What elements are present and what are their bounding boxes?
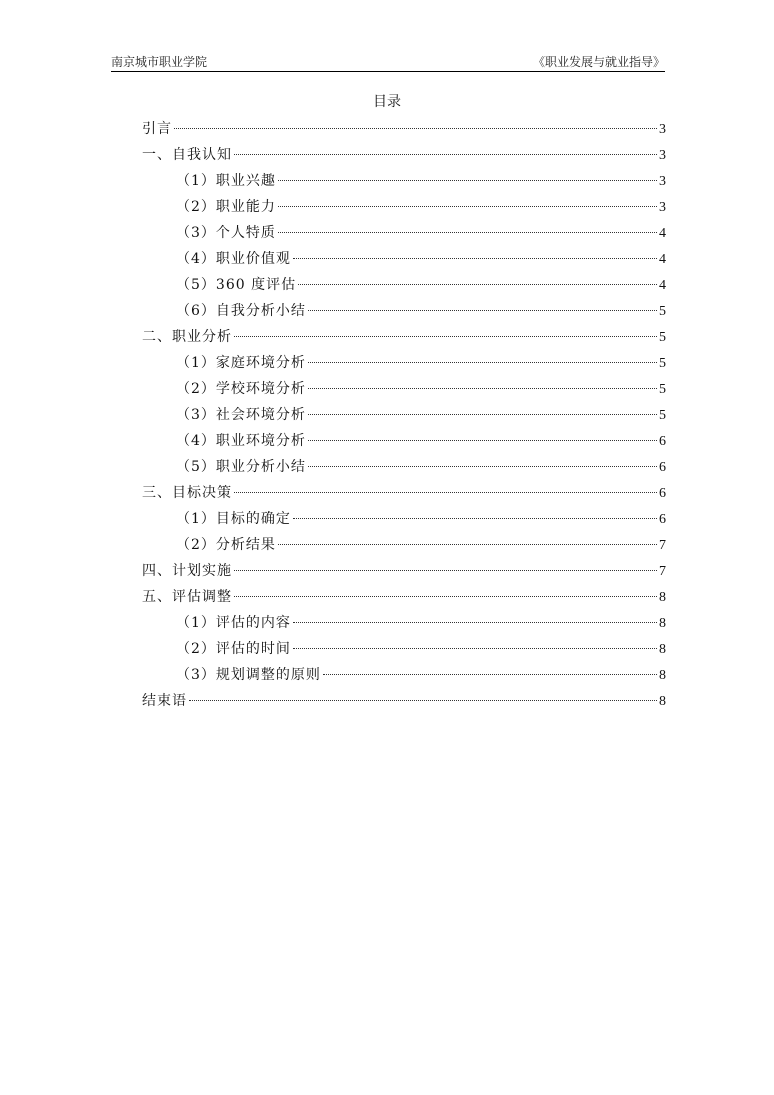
toc-entry-page-number: 6 [659, 486, 666, 501]
toc-entry-page-number: 8 [659, 668, 666, 683]
toc-entry[interactable] [142, 246, 666, 272]
toc-entry[interactable] [142, 688, 666, 714]
toc-dot-leader [278, 544, 657, 545]
header-course-title: 《职业发展与就业指导》 [532, 55, 665, 69]
toc-entry-page-number: 8 [659, 642, 666, 657]
toc-dot-leader [278, 232, 657, 233]
toc-entry-page-number: 3 [659, 122, 666, 137]
toc-dot-leader [189, 700, 657, 701]
toc-entry-label: 五、评估调整 [142, 589, 232, 605]
toc-entry-label: 四、计划实施 [142, 563, 232, 579]
toc-entry-page-number: 3 [659, 174, 666, 189]
toc-entry-page-number: 8 [659, 616, 666, 631]
toc-entry-label: 一、自我认知 [142, 147, 232, 163]
toc-entry[interactable] [142, 558, 666, 584]
toc-entry[interactable] [142, 428, 666, 454]
toc-dot-leader [278, 180, 657, 181]
toc-entry[interactable] [142, 272, 666, 298]
toc-entry[interactable] [142, 142, 666, 168]
toc-dot-leader [174, 128, 657, 129]
toc-dot-leader [308, 388, 657, 389]
toc-dot-leader [234, 570, 657, 571]
toc-entry[interactable] [142, 194, 666, 220]
toc-entry-page-number: 6 [659, 460, 666, 475]
toc-entry-page-number: 7 [659, 564, 666, 579]
toc-entry-page-number: 3 [659, 148, 666, 163]
toc-entry[interactable] [142, 636, 666, 662]
header-divider [111, 71, 665, 72]
toc-entry[interactable] [142, 220, 666, 246]
toc-entry-label: （1）目标的确定 [176, 511, 291, 527]
toc-entry-page-number: 7 [659, 538, 666, 553]
toc-entry-page-number: 5 [659, 356, 666, 371]
page-header [111, 52, 665, 72]
toc-dot-leader [234, 336, 657, 337]
toc-dot-leader [308, 310, 657, 311]
toc-entry[interactable] [142, 584, 666, 610]
toc-dot-leader [293, 648, 657, 649]
toc-entry-label: （1）职业兴趣 [176, 173, 276, 189]
toc-entry[interactable] [142, 454, 666, 480]
toc-entry-page-number: 5 [659, 408, 666, 423]
toc-entry-page-number: 5 [659, 304, 666, 319]
toc-entry-label: （5）360 度评估 [176, 277, 297, 293]
toc-entry-page-number: 6 [659, 434, 666, 449]
toc-dot-leader [308, 362, 657, 363]
toc-entry[interactable] [142, 350, 666, 376]
toc-entry-label: （2）职业能力 [176, 199, 276, 215]
toc-entry-label: （2）学校环境分析 [176, 381, 306, 397]
toc-dot-leader [293, 258, 657, 259]
toc-entry-page-number: 5 [659, 382, 666, 397]
toc-dot-leader [278, 206, 657, 207]
toc-entry-label: （2）评估的时间 [176, 641, 291, 657]
toc-entry[interactable] [142, 168, 666, 194]
toc-entry[interactable] [142, 532, 666, 558]
toc-title: 目录 [373, 94, 401, 110]
toc-entry[interactable] [142, 610, 666, 636]
toc-entry-label: （5）职业分析小结 [176, 459, 306, 475]
toc-entry[interactable] [142, 298, 666, 324]
toc-dot-leader [293, 518, 657, 519]
toc-dot-leader [234, 492, 657, 493]
toc-entry-label: （6）自我分析小结 [176, 303, 306, 319]
toc-entry-page-number: 5 [659, 330, 666, 345]
toc-entry-label: 引言 [142, 121, 172, 137]
toc-entry-page-number: 8 [659, 590, 666, 605]
toc-dot-leader [234, 154, 657, 155]
toc-entry-page-number: 4 [659, 252, 666, 267]
toc-entry-label: （1）家庭环境分析 [176, 355, 306, 371]
toc-entry-page-number: 4 [659, 278, 666, 293]
toc-dot-leader [323, 674, 657, 675]
toc-entry[interactable] [142, 506, 666, 532]
toc-entry-page-number: 6 [659, 512, 666, 527]
toc-entry-page-number: 8 [659, 694, 666, 709]
toc-entry-label: （1）评估的内容 [176, 615, 291, 631]
toc-entry[interactable] [142, 324, 666, 350]
toc-entry[interactable] [142, 480, 666, 506]
toc-entry-page-number: 3 [659, 200, 666, 215]
header-institution: 南京城市职业学院 [111, 55, 208, 69]
toc-entry[interactable] [142, 116, 666, 142]
toc-dot-leader [308, 466, 657, 467]
toc-dot-leader [308, 414, 657, 415]
toc-entry-label: 三、目标决策 [142, 485, 232, 501]
toc-entry[interactable] [142, 402, 666, 428]
toc-entry-label: （2）分析结果 [176, 537, 276, 553]
toc-dot-leader [293, 622, 657, 623]
toc-entry-page-number: 4 [659, 226, 666, 241]
table-of-contents [142, 116, 666, 714]
toc-dot-leader [308, 440, 657, 441]
toc-entry-label: （3）社会环境分析 [176, 407, 306, 423]
toc-dot-leader [298, 284, 657, 285]
toc-entry-label: 二、职业分析 [142, 329, 232, 345]
toc-entry-label: （3）个人特质 [176, 225, 276, 241]
toc-dot-leader [234, 596, 657, 597]
toc-entry[interactable] [142, 662, 666, 688]
toc-entry[interactable] [142, 376, 666, 402]
toc-entry-label: （3）规划调整的原则 [176, 667, 321, 683]
toc-entry-label: （4）职业环境分析 [176, 433, 306, 449]
toc-entry-label: 结束语 [142, 693, 187, 709]
toc-entry-label: （4）职业价值观 [176, 251, 291, 267]
